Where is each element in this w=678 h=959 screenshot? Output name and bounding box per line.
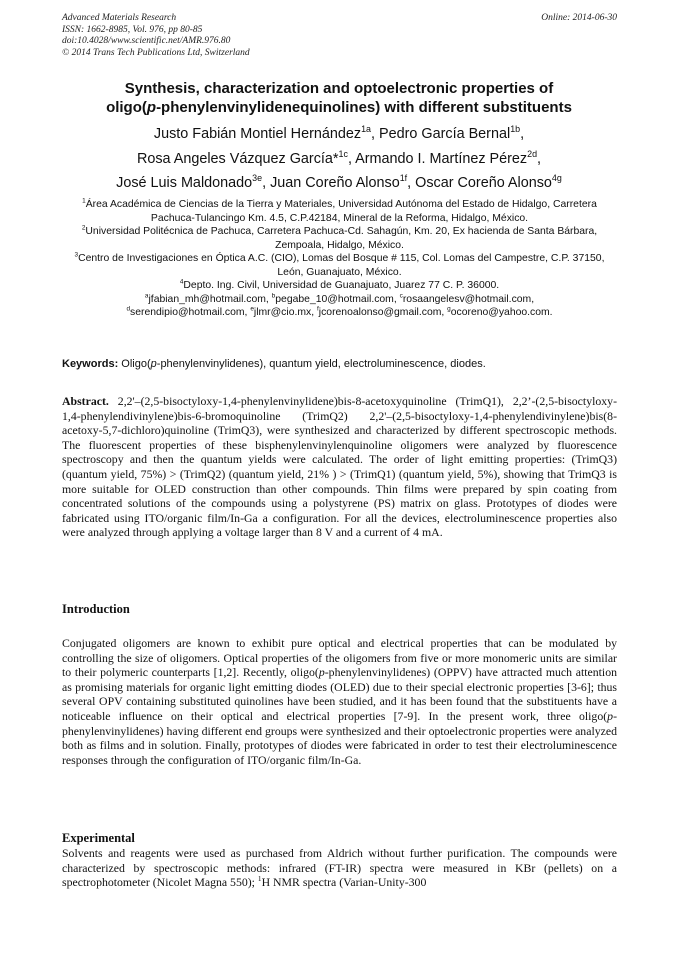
email-link[interactable]: jfabian_mh@hotmail.com, — [148, 293, 272, 305]
affiliation-1: $^1$Área Académica de Ciencias de la Tierra y Materiales, Universidad Autónoma del Estado de Hidalgo, Carretera Pachuca-Tulancingo Km. 4.5, C.P.42184, Mineral de la Reforma, Hidalgo, México. — [82, 197, 597, 224]
email-link[interactable]: ocoreno@yahoo.com. — [450, 307, 553, 318]
email-line-2: $^d$serendipio@hotmail.com, $^e$jlmr@cio.mx, $^f$jcorenoalonso@gmail.com, $^g$ocoreno@yahoo.com. — [126, 305, 553, 318]
author-name: , Oscar Coreño Alonso — [407, 175, 552, 191]
keywords: Keywords: Oligo(p-phenylenvinylidenes), quantum yield, electroluminescence, diodes. — [62, 358, 486, 370]
affiliation-4: $^4$Depto. Ing. Civil, Universidad de Guanajuato, Juarez 77 C. P. 36000. — [179, 278, 500, 291]
abstract-text: 2,2'–(2,5-bisoctyloxy-1,4-phenylenvinylidene)bis-8-acetoxyquinoline (TrimQ1), 2,2’-(2,5-bisoctyloxy-1,4-phenylendivinylene)bis-6-bromoquinoline (TrimQ2) 2,2'–(2,5-bisoctyloxy-1,4-phenylendivinylene)bis(8-acetoxy-5,7-dichloro)quinoline (TrimQ3), were synthesized and characterized by different spectroscopic methods. The fluorescent properties of these bisphenylenvinylenquinoline oligomers were analyzed by fluorescence spectroscopy and then the quantum yields were calculated. The order of light emitting properties: (TrimQ3) (quantum yield, 75%) > (TrimQ2) (quantum yield, 21% ) > (TrimQ1) (quantum yield, 5%), showing that TrimQ3 is more suitable for OLED construction than other compounds. Thin films were prepared by spin coating from concentrated solutions of the compounds using a polystyrene (PS) matrix on glass. Prototypes of diodes were fabricated using ITO/organic film/In-Ga a configuration. For all the devices, electroluminescence properties also were analyzed through applying a voltage larger than 8 V and a current of 4 mA. — [62, 394, 617, 540]
author-line-3: José Luis Maldonado$^{3e}$, Juan Coreño Alonso$^{1f}$, Oscar Coreño Alonso$^{4g}$ — [116, 173, 562, 191]
author-line-2: Rosa Angeles Vázquez García*$^{1c}$, Armando I. Martínez Pérez$^{2d}$, — [136, 148, 542, 167]
email-link[interactable]: rosaangelesv@hotmail.com, — [402, 293, 535, 305]
copyright-line: © 2014 Trans Tech Publications Ltd, Switzerland — [62, 47, 250, 58]
paper-title — [40, 80, 638, 117]
author-name: José Luis Maldonado — [116, 175, 253, 191]
author-name: Rosa Angeles Vázquez García* — [136, 150, 339, 167]
section-heading-introduction: Introduction — [62, 602, 130, 616]
email-link[interactable]: jcorenoalonso@gmail.com, — [318, 307, 448, 318]
keywords-label: Keywords: — [62, 358, 119, 370]
email-link[interactable]: pegabe_10@hotmail.com, — [275, 293, 400, 305]
introduction-paragraph: Conjugated oligomers are known to exhibit pure optical and electrical properties that can be modulated by controlling the size of oligomers. Optical properties of the oligomers from five or more monomeric units are similar to their polymeric counterparts [1,2]. Recently, oligo(p-phenylenvinylidenes) (OPPV) have attracted much attention as promising materials for organic light emitting diodes (OLED) due to their special electronic properties [3-6]; thus several OPV containing substituted quinolines have been studied, and it has been found that the substituents have a noticeable influence on their optical and electrical properties [7-9]. In the present work, three oligo(p-phenylenvinylidenes) having different end groups were synthesized and their optoelectronic properties were analyzed both as films and in solution. Finally, prototypes of diodes were fabricated in order to test their electroluminescence responses through the configuration of ITO/organic film/In-Ga. — [62, 636, 618, 767]
experimental-paragraph: Solvents and reagents were used as purchased from Aldrich without further purification. The compounds were characterized by spectroscopic methods: infrared (FT-IR) spectra were measured in KBr (pellets) on a spectrophotometer (Nicolet Magna 550); $^1$H NMR spectra (Varian-Unity-300 — [62, 846, 617, 890]
email-link[interactable]: jlmr@cio.mx, — [253, 307, 317, 318]
abstract-label: Abstract. — [62, 394, 109, 408]
author-line-1: Justo Fabián Montiel Hernández$^{1a}$, Pedro García Bernal$^{1b}$, — [153, 124, 525, 142]
issn-line: ISSN: 1662-8985, Vol. 976, pp 80-85 — [62, 24, 203, 35]
title-line-2: oligo(p-phenylenvinylidenequinolines) with different substituents — [106, 98, 572, 116]
journal-header — [62, 13, 617, 59]
section-heading-experimental: Experimental — [62, 831, 135, 845]
abstract — [62, 394, 617, 540]
affiliation-3: $^3$Centro de Investigaciones en Óptica A.C. (CIO), Lomas del Bosque # 115, Col. Lomas del Campestre, C.P. 37150, León, Guanajuato, México. — [74, 251, 605, 278]
email-link[interactable]: serendipio@hotmail.com, — [130, 307, 251, 318]
author-name: , Pedro García Bernal — [371, 126, 511, 142]
online-date: Online: 2014-06-30 — [541, 13, 617, 23]
author-name: , Juan Coreño Alonso — [262, 175, 400, 191]
affiliations — [62, 198, 617, 320]
doi-line: doi:10.4028/www.scientific.net/AMR.976.80 — [62, 36, 231, 46]
author-name: , Armando I. Martínez Pérez — [347, 150, 528, 167]
title-line-1: Synthesis, characterization and optoelectronic properties of — [124, 80, 554, 97]
affiliation-2: $^2$Universidad Politécnica de Pachuca, Carretera Pachuca-Cd. Sahagún, Km. 20, Ex hacienda de Santa Bárbara, Zempoala, Hidalgo, México. — [81, 224, 598, 251]
author-name: Justo Fabián Montiel Hernández — [153, 126, 362, 142]
email-line-1: $^a$jfabian_mh@hotmail.com, $^b$pegabe_10@hotmail.com, $^c$rosaangelesv@hotmail.com, — [144, 292, 535, 305]
author-list — [40, 122, 638, 196]
journal-name: Advanced Materials Research — [62, 13, 177, 23]
